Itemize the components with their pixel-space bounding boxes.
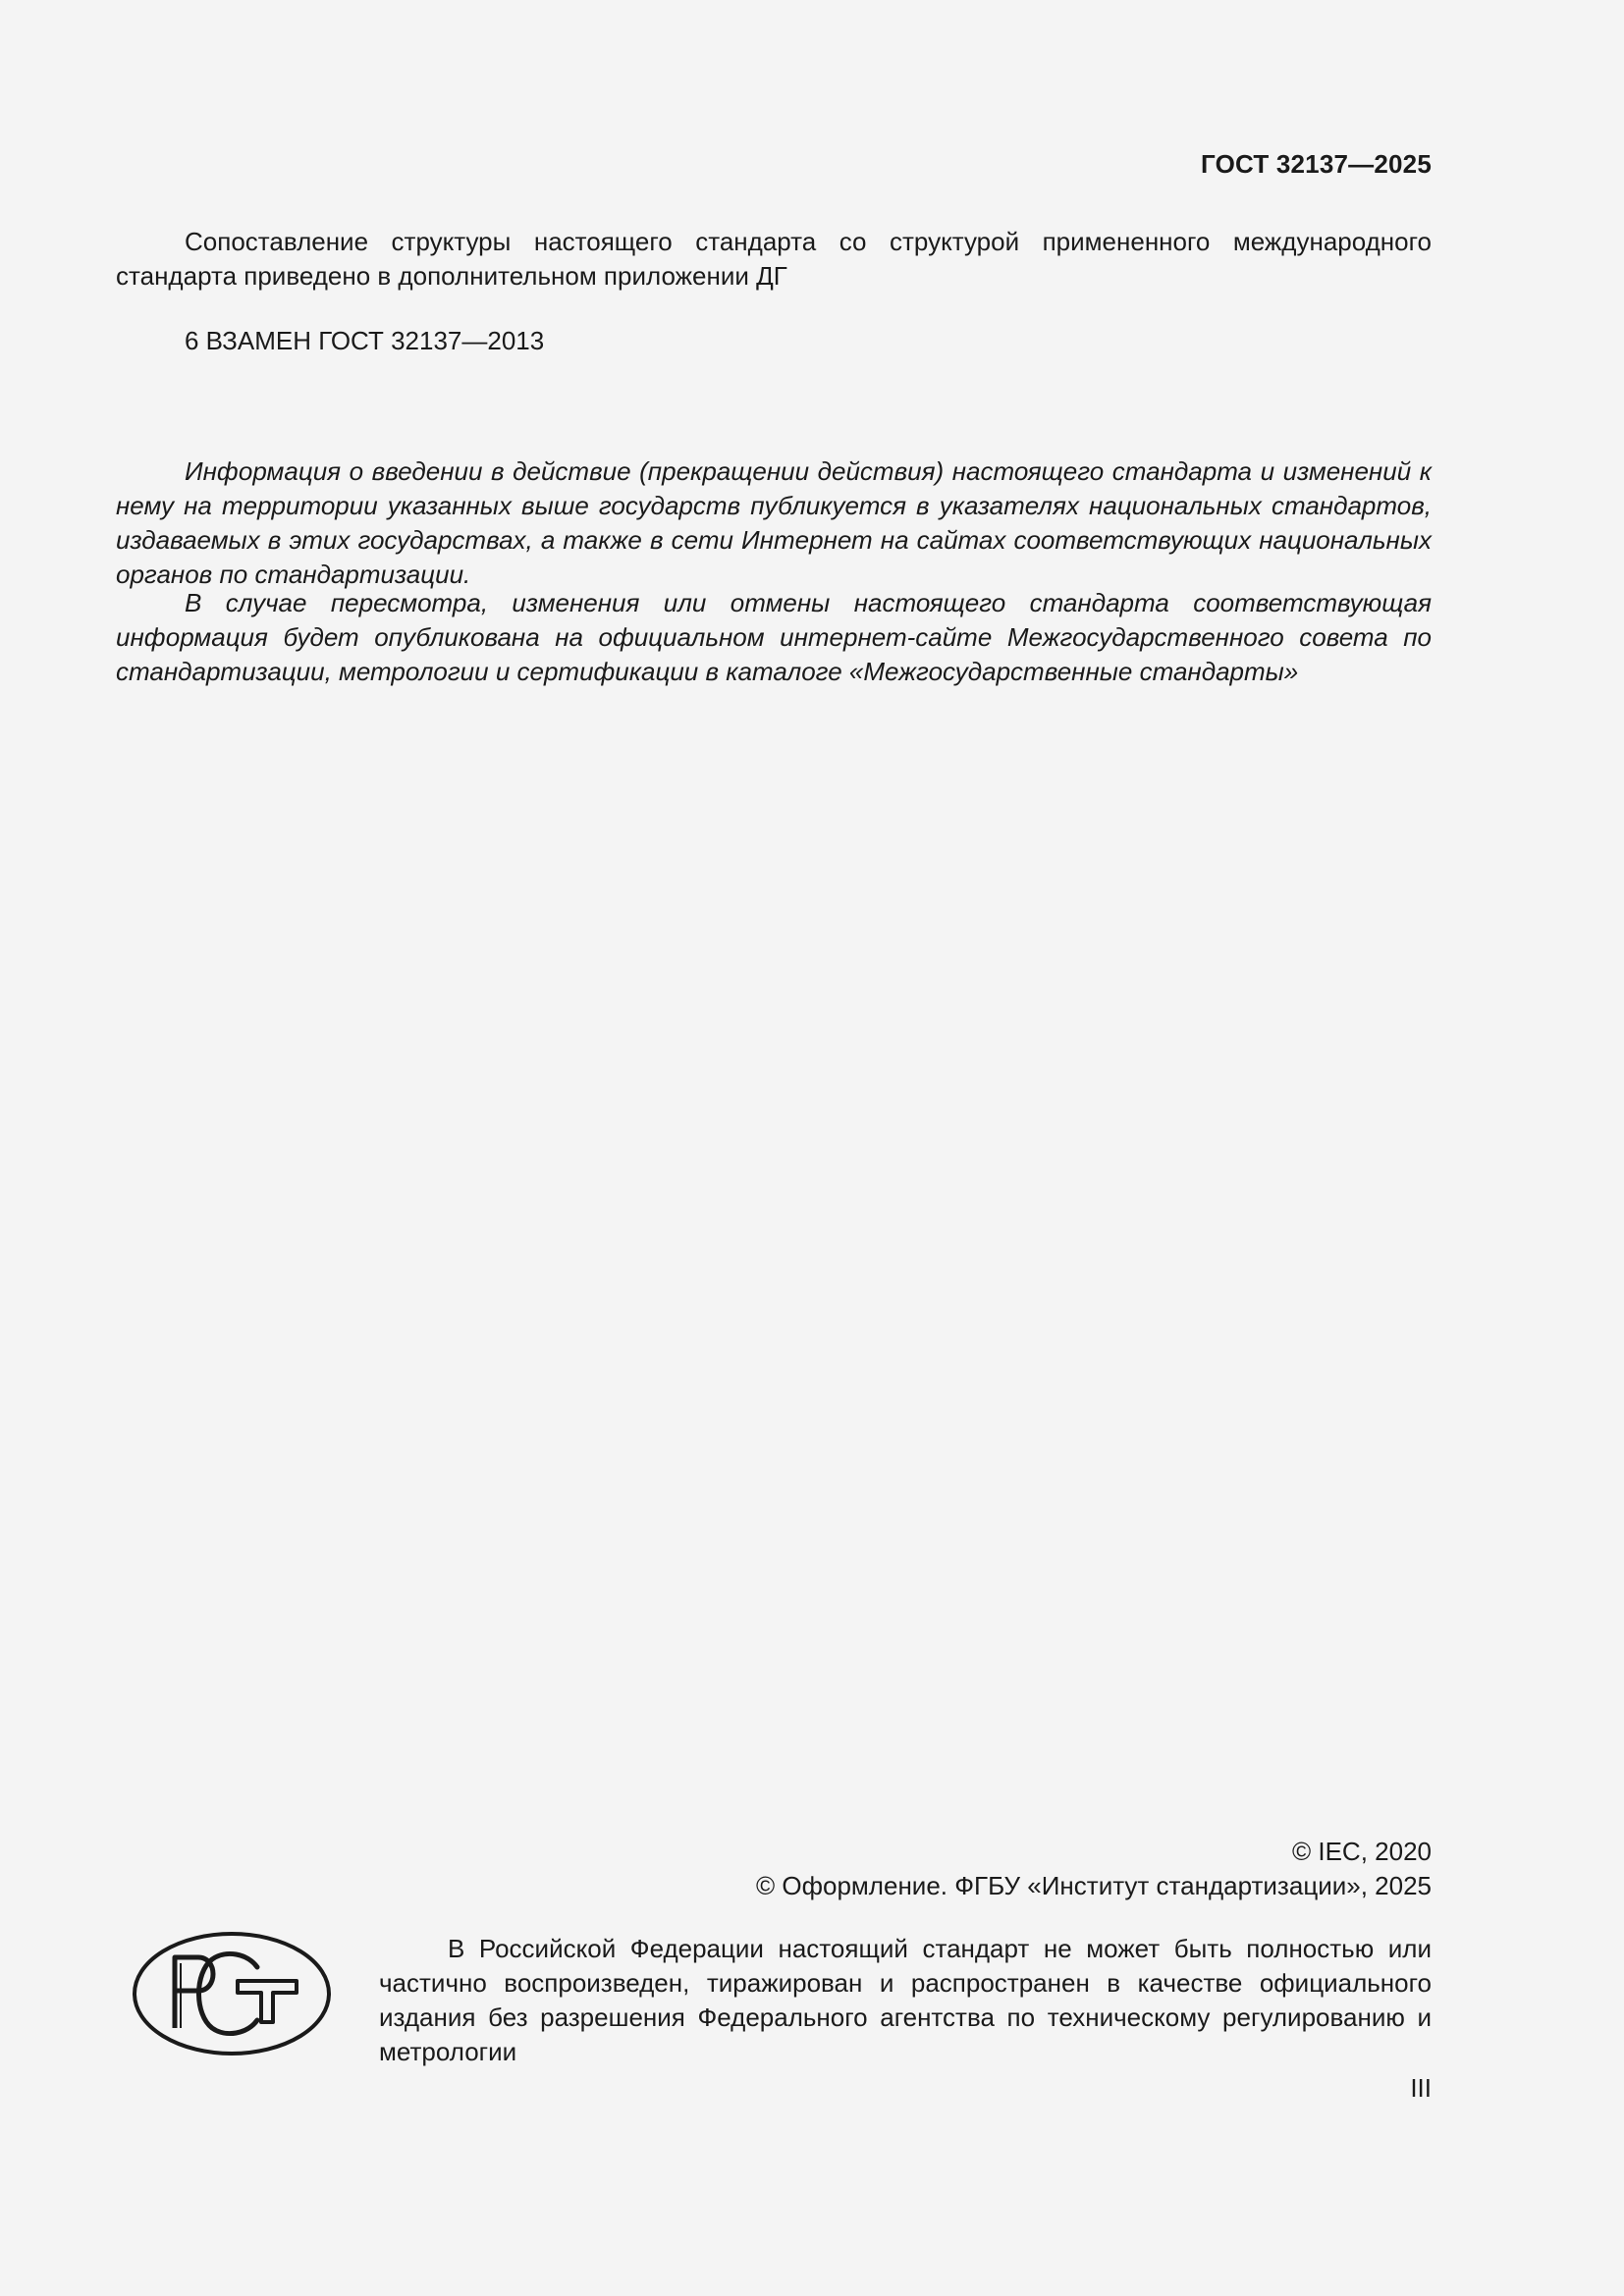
page-number: III bbox=[1410, 2073, 1432, 2103]
copyright-iec: © IEC, 2020 bbox=[1291, 1837, 1432, 1866]
rst-logo-icon bbox=[132, 1930, 332, 2057]
info-paragraph-introduction: Информация о введении в действие (прекращении действия) настоящего стандарта и изменений к нему на территории указанных выше государств публикуется в указателях национальных стандартов, издаваемых в этих государствах, а также в сети Интернет на сайтах соответствующих национальных органов по стандартизации. bbox=[116, 456, 1432, 589]
structure-comparison-paragraph: Сопоставление структуры настоящего стандарта со структурой примененного международного стандарта приведено в дополнительном приложении ДГ bbox=[116, 227, 1432, 291]
rst-certification-logo bbox=[132, 1930, 332, 2057]
document-code-header: ГОСТ 32137—2025 bbox=[1201, 149, 1432, 179]
copyright-design: © Оформление. ФГБУ «Институт стандартизации», 2025 bbox=[756, 1871, 1432, 1900]
replaces-standard-paragraph: 6 ВЗАМЕН ГОСТ 32137—2013 bbox=[185, 326, 545, 355]
info-paragraph-revision: В случае пересмотра, изменения или отмены настоящего стандарта соответствующая информация будет опубликована на официальном интернет-сайте Межгосударственного совета по стандартизации, метрологии и сертификации в каталоге «Межгосударственные стандарты» bbox=[116, 588, 1432, 686]
reproduction-notice: В Российской Федерации настоящий стандарт не может быть полностью или частично воспроизведен, тиражирован и распространен в качестве официального издания без разрешения Федерального агентства по техническому регулированию и метрологии bbox=[379, 1934, 1432, 2066]
